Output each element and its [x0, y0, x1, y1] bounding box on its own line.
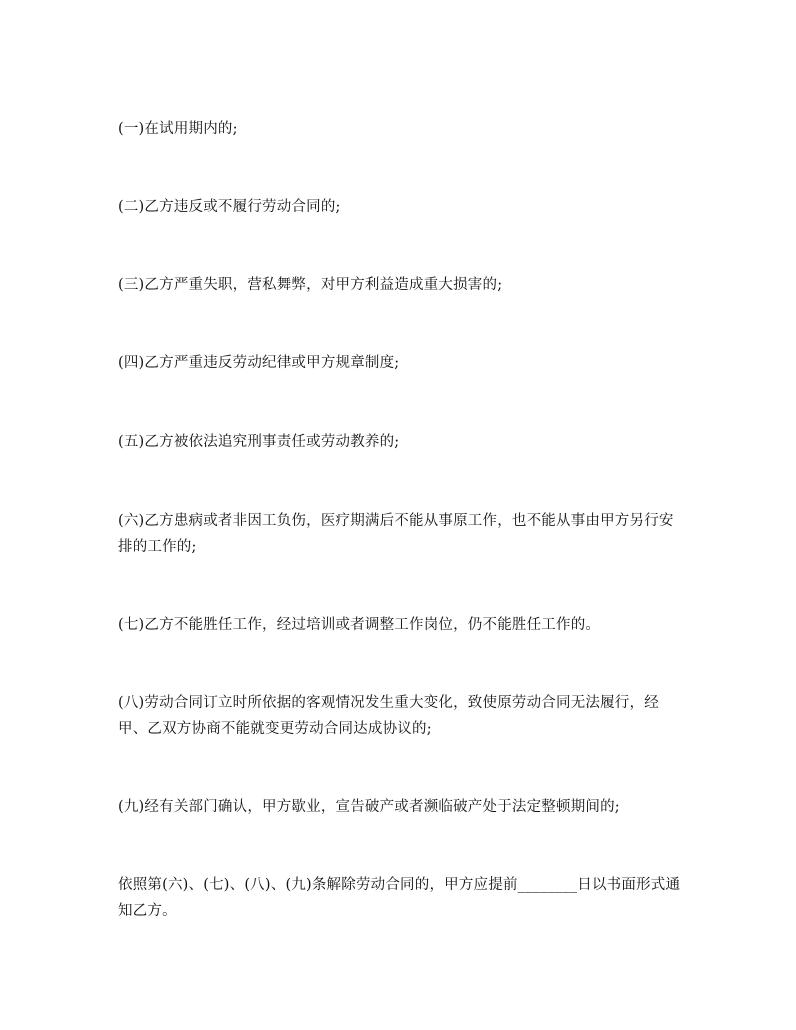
notice-text-after: 日以书面形式通知乙方。 — [118, 877, 681, 919]
clause-8: (八)劳动合同订立时所依据的客观情况发生重大变化，致使原劳动合同无法履行，经甲、乙双方协商不能就变更劳动合同达成协议的; — [118, 695, 659, 737]
notice-days-blank: ________ — [517, 877, 578, 893]
clause-3: (三)乙方严重失职，营私舞弊，对甲方利益造成重大损害的; — [118, 277, 503, 293]
notice-paragraph — [118, 872, 688, 924]
clause-6: (六)乙方患病或者非因工负伤，医疗期满后不能从事原工作，也不能从事由甲方另行安排的工作的; — [118, 513, 674, 555]
clause-5: (五)乙方被依法追究刑事责任或劳动教养的; — [118, 434, 400, 450]
clause-9: (九)经有关部门确认，甲方歇业，宣告破产或者濒临破产处于法定整顿期间的; — [118, 799, 620, 815]
clause-1: (一)在试用期内的; — [118, 121, 238, 137]
notice-text-before: 依照第(六)、(七)、(八)、(九)条解除劳动合同的，甲方应提前 — [118, 877, 518, 893]
clause-2: (二)乙方违反或不履行劳动合同的; — [118, 199, 341, 215]
clause-7: (七)乙方不能胜任工作，经过培训或者调整工作岗位，仍不能胜任工作的。 — [118, 617, 601, 633]
clause-4: (四)乙方严重违反劳动纪律或甲方规章制度; — [118, 355, 400, 371]
